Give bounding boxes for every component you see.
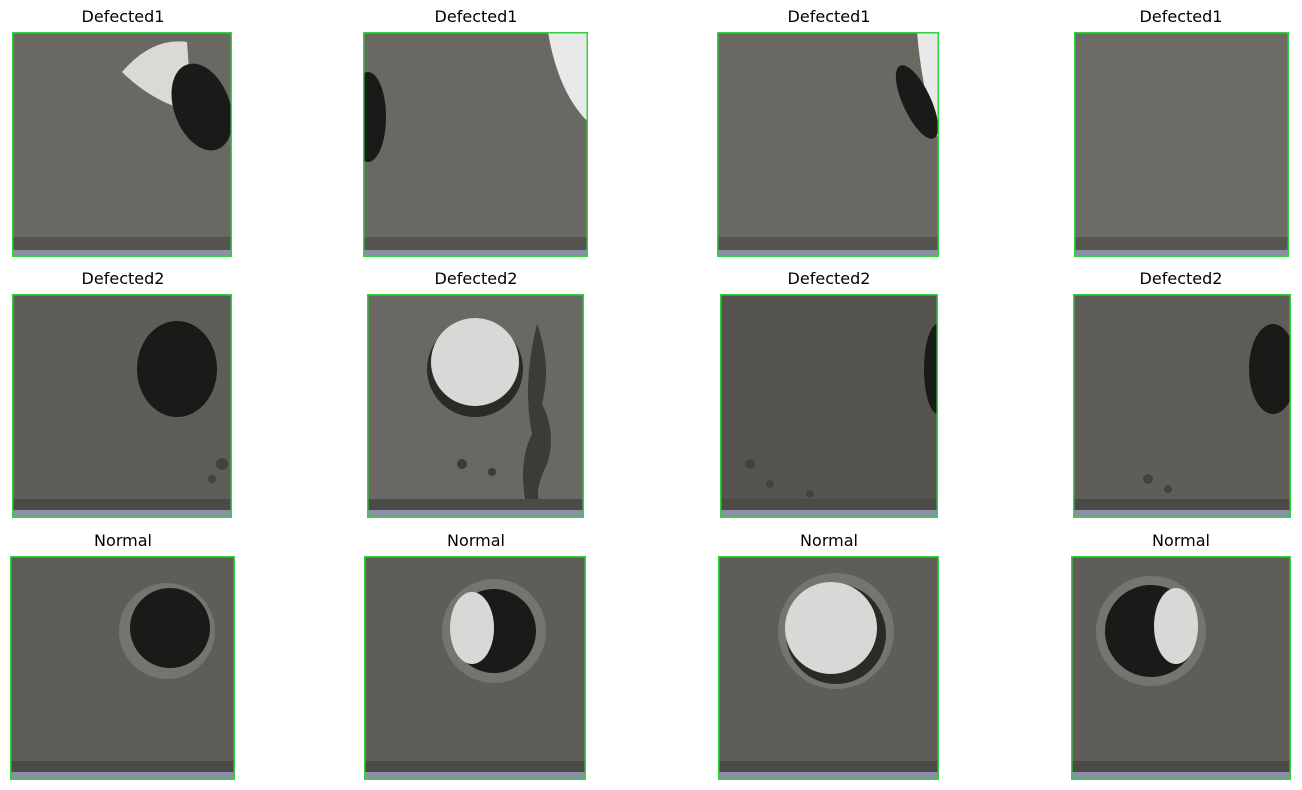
- image-title: Defected1: [787, 7, 871, 26]
- image-title: Defected1: [434, 7, 518, 26]
- part-photo: [1074, 32, 1289, 257]
- image-title: Defected2: [81, 269, 165, 288]
- image-title: Normal: [1152, 531, 1210, 550]
- image-title: Defected1: [1139, 7, 1223, 26]
- through-hole: [431, 318, 519, 406]
- image-title: Defected1: [81, 7, 165, 26]
- part-photo: [718, 556, 939, 780]
- image-title: Normal: [447, 531, 505, 550]
- part-photo: [10, 556, 235, 780]
- image-title: Normal: [800, 531, 858, 550]
- part-photo: [367, 294, 584, 518]
- part-photo: [1071, 556, 1291, 780]
- defect-hole: [137, 321, 217, 417]
- image-title: Defected2: [1139, 269, 1223, 288]
- part-photo: [12, 294, 232, 518]
- part-photo: [364, 556, 586, 780]
- part-photo: [363, 32, 588, 257]
- bore-hole: [130, 588, 210, 668]
- part-photo: [717, 32, 939, 257]
- image-title: Defected2: [434, 269, 518, 288]
- part-photo: [1073, 294, 1291, 518]
- part-photo: [720, 294, 938, 518]
- image-title: Defected2: [787, 269, 871, 288]
- image-title: Normal: [94, 531, 152, 550]
- part-photo: [12, 32, 232, 257]
